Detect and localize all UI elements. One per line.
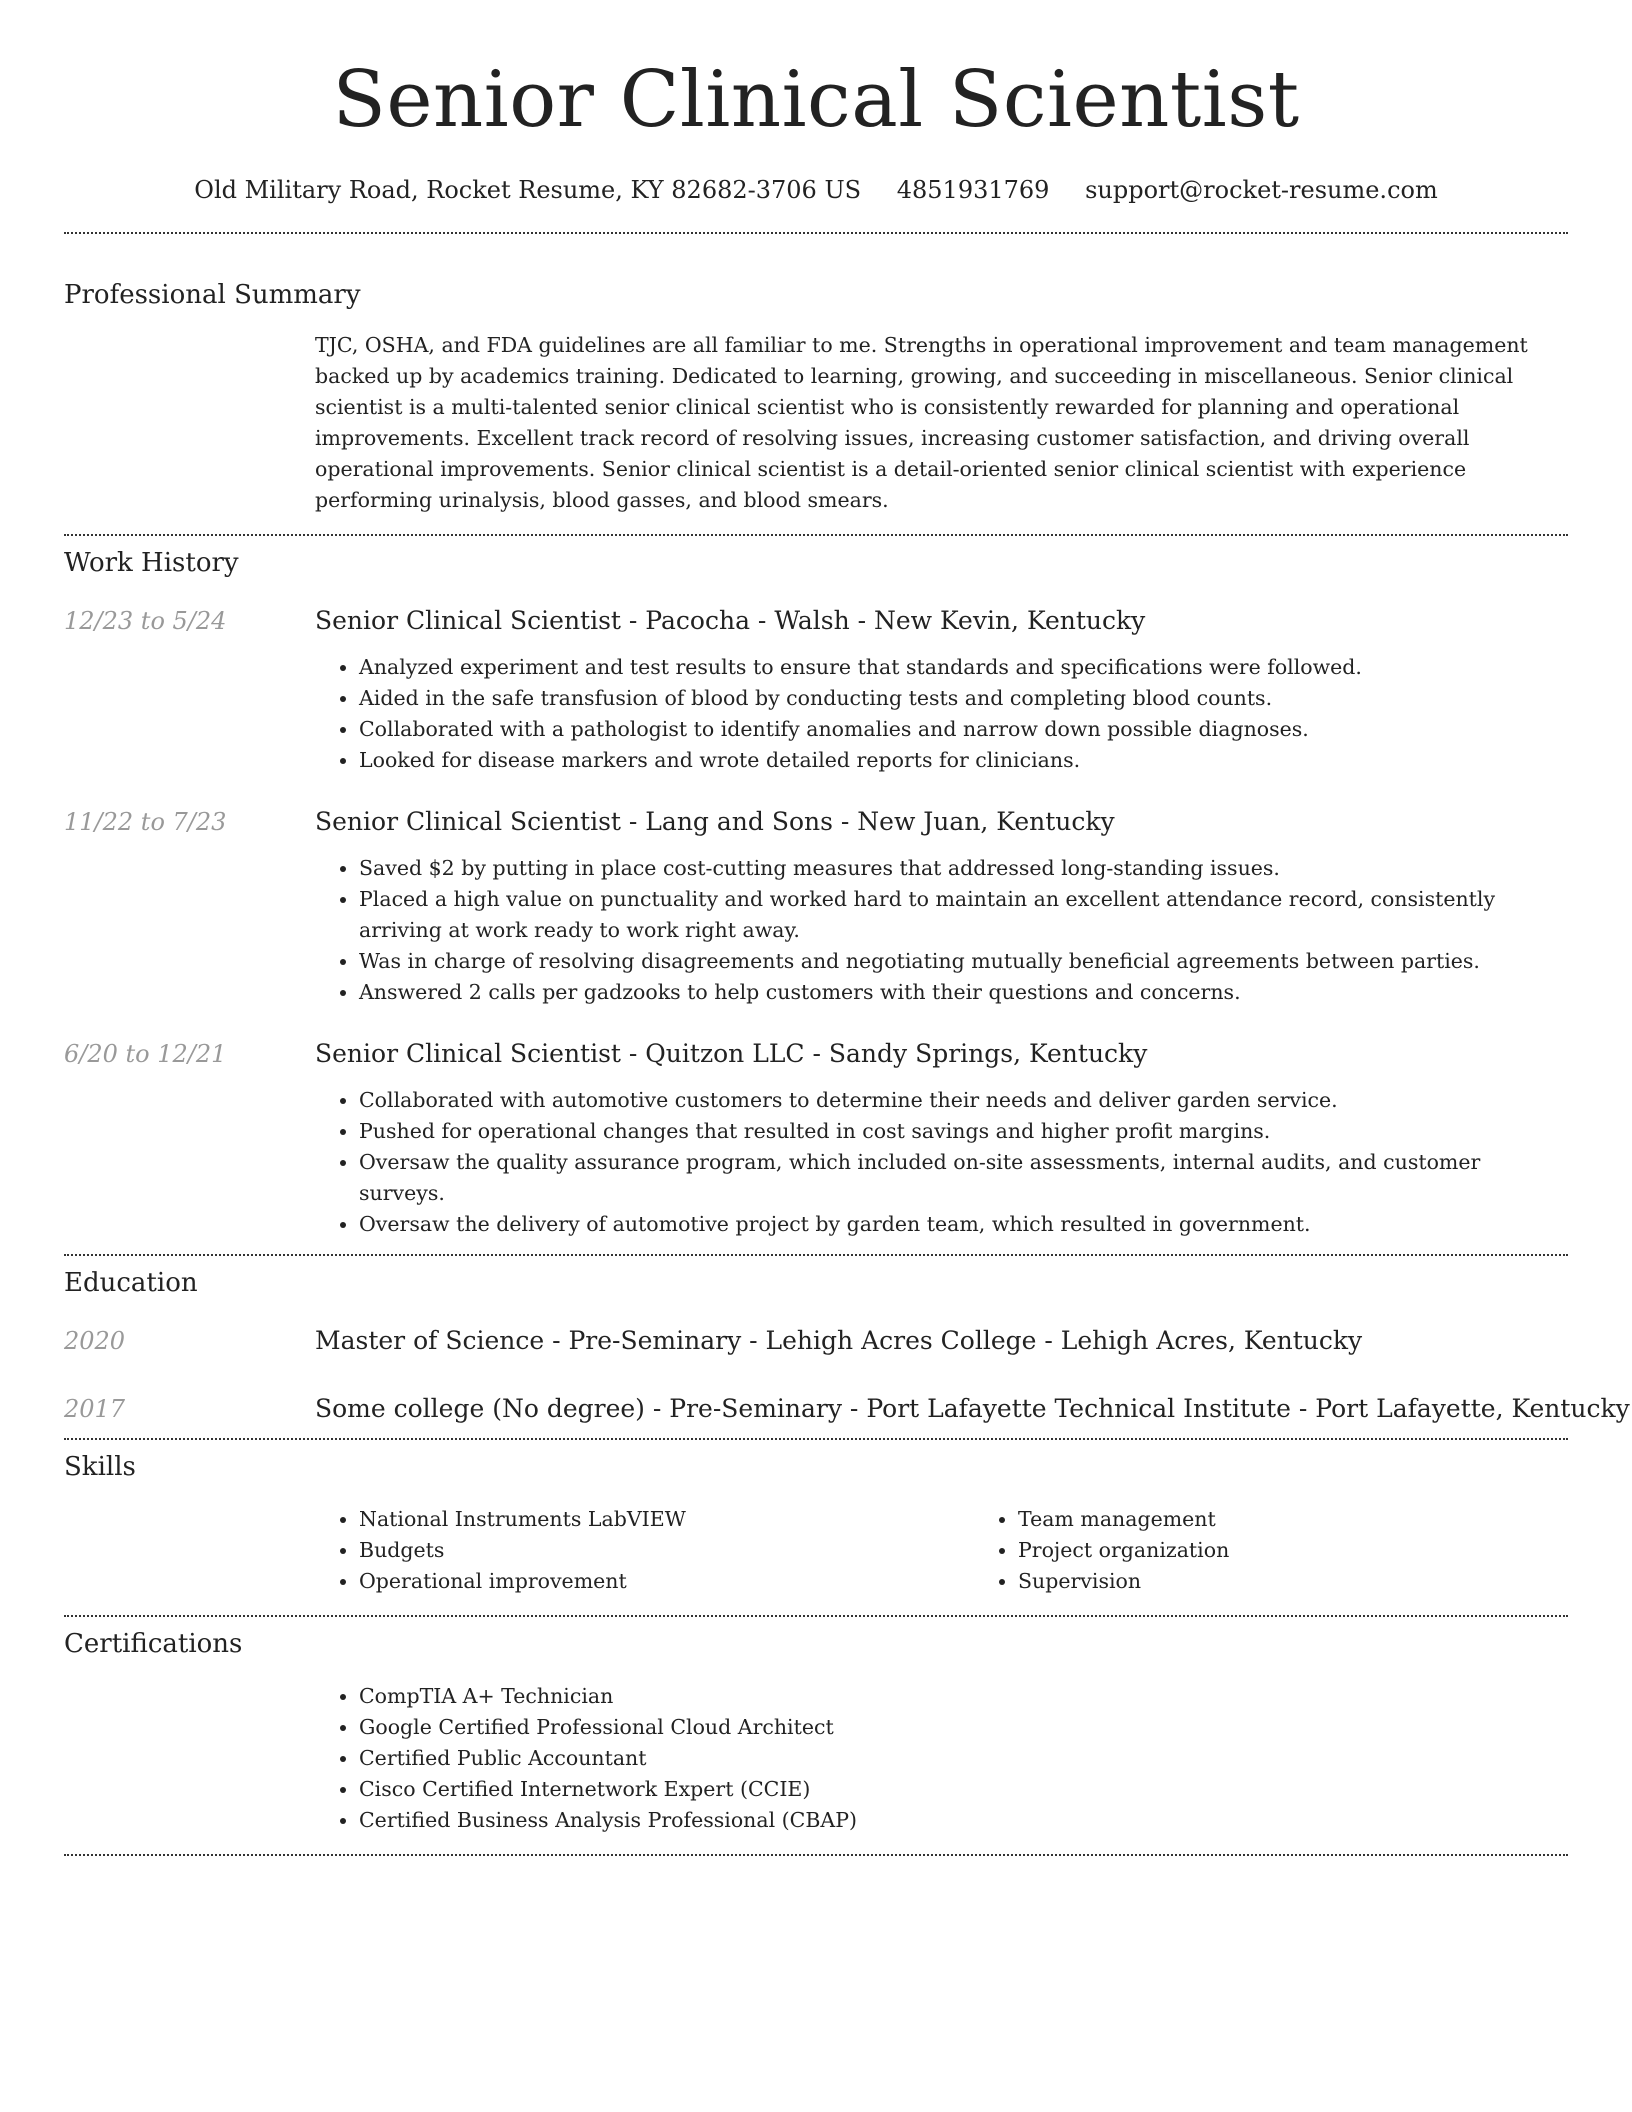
job-dates: 12/23 to 5/24	[64, 607, 227, 635]
divider	[64, 1854, 1568, 1856]
list-item: • Saved $2 by putting in place cost-cutting measures that addressed long-standing issues.	[359, 853, 1568, 884]
list-item: • Pushed for operational changes that resulted in cost savings and higher profit margins.	[359, 1116, 1568, 1147]
job-title: Senior Clinical Scientist - Lang and Sons - New Juan, Kentucky	[315, 807, 1115, 836]
list-item: • Budgets	[359, 1535, 974, 1566]
list-item: • Collaborated with a pathologist to identify anomalies and narrow down possible diagnoses.	[359, 714, 1568, 745]
skills-column-2	[974, 1504, 1632, 1597]
divider	[64, 232, 1568, 234]
page-title: Senior Clinical Scientist	[332, 55, 1300, 145]
list-item: • Team management	[1018, 1504, 1632, 1535]
job-bullets	[315, 853, 1568, 1008]
education-year: 2020	[64, 1327, 126, 1355]
section-heading-summary: Professional Summary	[64, 280, 361, 310]
list-item: • Placed a high value on punctuality and worked hard to maintain an excellent attendance record, consistently arriving at work ready to work right away.	[359, 884, 1568, 946]
section-heading-work: Work History	[64, 548, 239, 578]
education-year: 2017	[64, 1395, 126, 1423]
list-item: • Cisco Certified Internetwork Expert (CCIE)	[359, 1774, 1568, 1805]
list-item: • Operational improvement	[359, 1566, 974, 1597]
divider	[64, 1254, 1568, 1256]
list-item: • Aided in the safe transfusion of blood by conducting tests and completing blood counts.	[359, 683, 1568, 714]
list-item: • Oversaw the delivery of automotive project by garden team, which resulted in government.	[359, 1209, 1568, 1240]
skills-column-1	[315, 1504, 974, 1597]
list-item: • Certified Business Analysis Professional (CBAP)	[359, 1805, 1568, 1836]
section-heading-education: Education	[64, 1268, 198, 1298]
list-item: • Google Certified Professional Cloud Architect	[359, 1712, 1568, 1743]
job-dates: 11/22 to 7/23	[64, 808, 227, 836]
education-entry	[64, 1324, 1568, 1358]
certifications-list	[315, 1681, 1568, 1836]
contact-phone: 4851931769	[896, 176, 1050, 204]
job-entry	[64, 805, 1568, 1008]
education-title: Master of Science - Pre-Seminary - Lehigh Acres College - Lehigh Acres, Kentucky	[315, 1326, 1363, 1355]
divider	[64, 1615, 1568, 1617]
resume-page	[64, 0, 1630, 1856]
education-title: Some college (No degree) - Pre-Seminary - Port Lafayette Technical Institute - Port Lafayette, Kentucky	[315, 1394, 1630, 1423]
job-title: Senior Clinical Scientist - Pacocha - Walsh - New Kevin, Kentucky	[315, 606, 1146, 635]
list-item: • Supervision	[1018, 1566, 1632, 1597]
list-item: • CompTIA A+ Technician	[359, 1681, 1568, 1712]
list-item: • Oversaw the quality assurance program, which included on-site assessments, internal audits, and customer surveys.	[359, 1147, 1568, 1209]
job-dates: 6/20 to 12/21	[64, 1040, 227, 1068]
job-entry	[64, 604, 1568, 776]
contact-email: support@rocket-resume.com	[1085, 176, 1438, 204]
list-item: • Answered 2 calls per gadzooks to help customers with their questions and concerns.	[359, 977, 1568, 1008]
contact-address: Old Military Road, Rocket Resume, KY 82682-3706 US	[194, 176, 862, 204]
education-entry	[64, 1392, 1630, 1426]
divider	[64, 534, 1568, 536]
job-bullets	[315, 652, 1568, 776]
job-bullets	[315, 1085, 1568, 1240]
list-item: • Certified Public Accountant	[359, 1743, 1568, 1774]
list-item: • Project organization	[1018, 1535, 1632, 1566]
summary-text: TJC, OSHA, and FDA guidelines are all familiar to me. Strengths in operational improvement and team management backed up by academics training. Dedicated to learning, growing, and succeeding in miscellaneous. Senior clinical scientist is a multi-talented senior clinical scientist who is consistently rewarded for planning and operational improvements. Excellent track record of resolving issues, increasing customer satisfaction, and driving overall operational improvements. Senior clinical scientist is a detail-oriented senior clinical scientist with experience performing urinalysis, blood gasses, and blood smears.	[315, 333, 1528, 512]
list-item: • Collaborated with automotive customers to determine their needs and deliver garden service.	[359, 1085, 1568, 1116]
list-item: • National Instruments LabVIEW	[359, 1504, 974, 1535]
list-item: • Looked for disease markers and wrote detailed reports for clinicians.	[359, 745, 1568, 776]
job-entry	[64, 1037, 1568, 1240]
section-heading-certifications: Certifications	[64, 1629, 243, 1659]
contact-line	[64, 174, 1568, 206]
skills-list	[315, 1504, 1632, 1597]
section-heading-skills: Skills	[64, 1452, 136, 1482]
list-item: • Was in charge of resolving disagreements and negotiating mutually beneficial agreements between parties.	[359, 946, 1568, 977]
divider	[64, 1438, 1568, 1440]
list-item: • Analyzed experiment and test results to ensure that standards and specifications were followed.	[359, 652, 1568, 683]
job-title: Senior Clinical Scientist - Quitzon LLC - Sandy Springs, Kentucky	[315, 1039, 1148, 1068]
